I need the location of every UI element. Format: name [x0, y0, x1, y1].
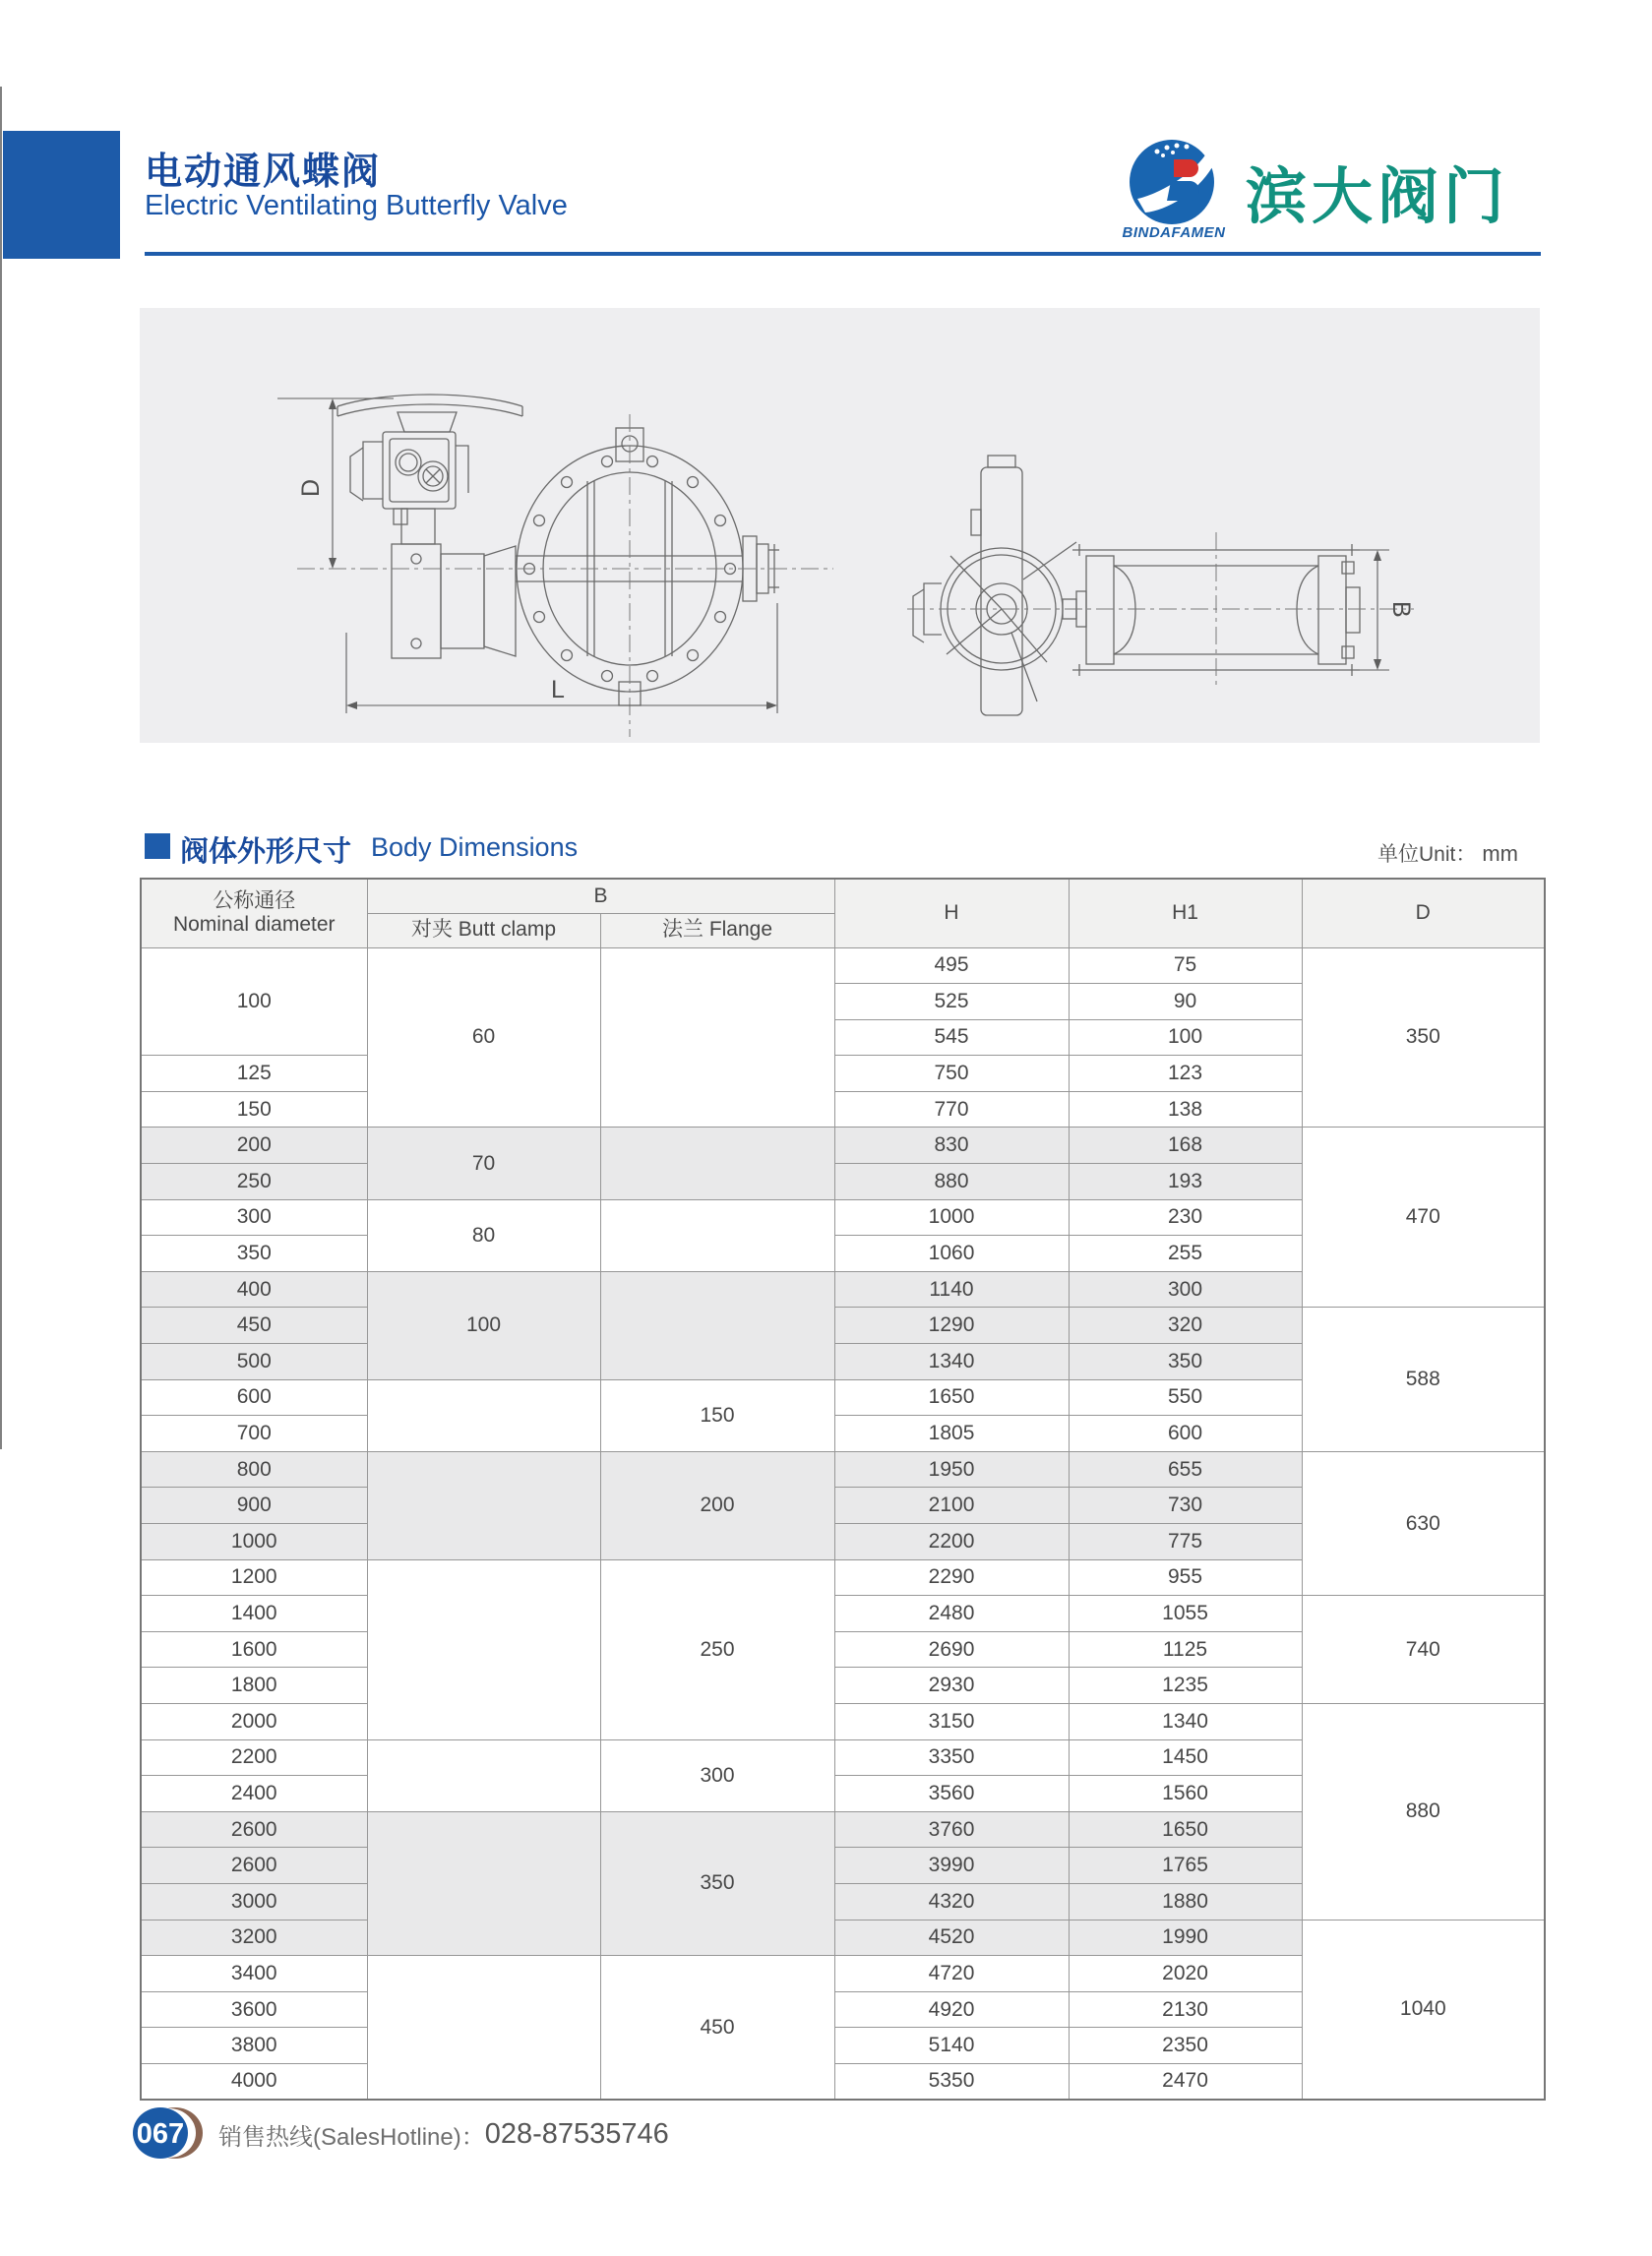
nominal-diameter-cell: 350 — [141, 1236, 367, 1272]
nominal-diameter-cell: 1600 — [141, 1631, 367, 1668]
h-cell: 3350 — [834, 1739, 1069, 1776]
h1-cell: 1055 — [1069, 1596, 1302, 1632]
dimension-label-d: D — [297, 478, 325, 497]
header-butt-clamp: 对夹 Butt clamp — [367, 913, 600, 947]
flange-cell: 150 — [600, 1379, 834, 1451]
section-title-zh: 阀体外形尺寸 — [180, 836, 352, 868]
h-cell: 2480 — [834, 1596, 1069, 1632]
h1-cell: 955 — [1069, 1559, 1302, 1596]
table-row — [141, 947, 1545, 984]
nominal-diameter-cell: 700 — [141, 1416, 367, 1452]
h-cell: 1950 — [834, 1451, 1069, 1488]
h1-cell: 2020 — [1069, 1956, 1302, 1992]
d-cell: 740 — [1302, 1596, 1545, 1704]
logo-brand-zh: 滨大阀门 — [1246, 163, 1510, 231]
butt-clamp-cell — [367, 1451, 600, 1559]
h1-cell: 2470 — [1069, 2063, 1302, 2100]
h-cell: 830 — [834, 1128, 1069, 1164]
page-footer — [132, 2104, 669, 2165]
header-b: B — [367, 879, 834, 913]
nominal-diameter-cell: 250 — [141, 1164, 367, 1200]
flange-cell — [600, 1199, 834, 1271]
butt-clamp-cell: 60 — [367, 947, 600, 1128]
nominal-diameter-cell: 2400 — [141, 1776, 367, 1812]
h1-cell: 2130 — [1069, 1991, 1302, 2028]
h-cell: 4920 — [834, 1991, 1069, 2028]
nominal-diameter-cell: 150 — [141, 1091, 367, 1128]
h-cell: 880 — [834, 1164, 1069, 1200]
dimension-label-b: B — [1387, 601, 1415, 618]
nominal-diameter-cell: 3000 — [141, 1883, 367, 1920]
d-cell: 1040 — [1302, 1920, 1545, 2100]
h1-cell: 230 — [1069, 1199, 1302, 1236]
logo-brand-en: BINDAFAMEN — [1122, 224, 1226, 241]
d-cell: 588 — [1302, 1308, 1545, 1451]
table-row — [141, 1308, 1545, 1344]
h1-cell: 1125 — [1069, 1631, 1302, 1668]
nominal-diameter-cell: 200 — [141, 1128, 367, 1164]
table-row — [141, 1451, 1545, 1488]
nominal-diameter-cell: 3200 — [141, 1920, 367, 1956]
h1-cell: 1650 — [1069, 1811, 1302, 1848]
nominal-diameter-cell: 125 — [141, 1056, 367, 1092]
h-cell: 1290 — [834, 1308, 1069, 1344]
nominal-diameter-cell: 4000 — [141, 2063, 367, 2100]
table-header — [141, 879, 1545, 947]
nominal-diameter-cell: 2200 — [141, 1739, 367, 1776]
d-cell: 470 — [1302, 1128, 1545, 1308]
h-cell: 2930 — [834, 1668, 1069, 1704]
h1-cell: 1990 — [1069, 1920, 1302, 1956]
h1-cell: 1235 — [1069, 1668, 1302, 1704]
technical-drawing-panel — [140, 308, 1540, 743]
flange-cell: 250 — [600, 1559, 834, 1739]
butt-clamp-cell: 100 — [367, 1271, 600, 1379]
h-cell: 1140 — [834, 1271, 1069, 1308]
butt-clamp-cell — [367, 1739, 600, 1811]
nominal-diameter-cell: 1800 — [141, 1668, 367, 1704]
h-cell: 2100 — [834, 1488, 1069, 1524]
page-title-en: Electric Ventilating Butterfly Valve — [145, 190, 568, 221]
header-nominal-diameter — [141, 879, 367, 947]
d-cell: 880 — [1302, 1703, 1545, 1920]
flange-cell — [600, 947, 834, 1128]
butt-clamp-cell — [367, 1956, 600, 2100]
nominal-diameter-cell: 400 — [141, 1271, 367, 1308]
valve-drawing — [140, 308, 1540, 743]
butt-clamp-cell — [367, 1811, 600, 1955]
h1-cell: 1765 — [1069, 1848, 1302, 1884]
h1-cell: 775 — [1069, 1524, 1302, 1560]
d-cell: 630 — [1302, 1451, 1545, 1595]
table-row — [141, 1128, 1545, 1164]
h-cell: 1340 — [834, 1344, 1069, 1380]
h-cell: 3150 — [834, 1703, 1069, 1739]
h-cell: 4520 — [834, 1920, 1069, 1956]
h1-cell: 550 — [1069, 1379, 1302, 1416]
nominal-diameter-cell: 3400 — [141, 1956, 367, 1992]
header-flange: 法兰 Flange — [600, 913, 834, 947]
h1-cell: 193 — [1069, 1164, 1302, 1200]
h1-cell: 138 — [1069, 1091, 1302, 1128]
h-cell: 3560 — [834, 1776, 1069, 1812]
nominal-diameter-cell: 450 — [141, 1308, 367, 1344]
butt-clamp-cell: 70 — [367, 1128, 600, 1199]
h-cell: 770 — [834, 1091, 1069, 1128]
h1-cell: 730 — [1069, 1488, 1302, 1524]
table-row — [141, 1920, 1545, 1956]
header-h1: H1 — [1069, 879, 1302, 947]
hotline-number: 028-87535746 — [484, 2117, 669, 2150]
h-cell: 1000 — [834, 1199, 1069, 1236]
header-nominal-zh: 公称通径 — [213, 889, 296, 913]
h1-cell: 1560 — [1069, 1776, 1302, 1812]
nominal-diameter-cell: 3600 — [141, 1991, 367, 2028]
header-accent-block — [3, 131, 120, 259]
h-cell: 1805 — [834, 1416, 1069, 1452]
h1-cell: 255 — [1069, 1236, 1302, 1272]
h-cell: 5140 — [834, 2028, 1069, 2064]
nominal-diameter-cell: 500 — [141, 1344, 367, 1380]
nominal-diameter-cell: 800 — [141, 1451, 367, 1488]
header-d: D — [1302, 879, 1545, 947]
section-title-en: Body Dimensions — [371, 832, 579, 862]
h1-cell: 90 — [1069, 984, 1302, 1020]
unit-value: mm — [1482, 841, 1519, 866]
h1-cell: 655 — [1069, 1451, 1302, 1488]
butt-clamp-cell: 80 — [367, 1199, 600, 1271]
h-cell: 1060 — [834, 1236, 1069, 1272]
unit-label-text: 单位Unit： — [1377, 843, 1477, 866]
h1-cell: 168 — [1069, 1128, 1302, 1164]
h-cell: 4320 — [834, 1883, 1069, 1920]
h-cell: 2690 — [834, 1631, 1069, 1668]
flange-cell: 450 — [600, 1956, 834, 2100]
h1-cell: 123 — [1069, 1056, 1302, 1092]
h-cell: 525 — [834, 984, 1069, 1020]
h-cell: 4720 — [834, 1956, 1069, 1992]
nominal-diameter-cell: 900 — [141, 1488, 367, 1524]
butt-clamp-cell — [367, 1559, 600, 1739]
butt-clamp-cell — [367, 1379, 600, 1451]
h-cell: 545 — [834, 1019, 1069, 1056]
header-nominal-en: Nominal diameter — [172, 913, 336, 937]
h1-cell: 1880 — [1069, 1883, 1302, 1920]
h1-cell: 600 — [1069, 1416, 1302, 1452]
table-row — [141, 1703, 1545, 1739]
nominal-diameter-cell: 3800 — [141, 2028, 367, 2064]
h-cell: 1650 — [834, 1379, 1069, 1416]
dimension-label-l: L — [551, 676, 565, 703]
company-logo-icon — [1128, 138, 1218, 231]
nominal-diameter-cell: 300 — [141, 1199, 367, 1236]
page-edge-line — [0, 87, 2, 1449]
body-dimensions-table — [140, 878, 1546, 2101]
h-cell: 2200 — [834, 1524, 1069, 1560]
h1-cell: 300 — [1069, 1271, 1302, 1308]
d-cell: 350 — [1302, 947, 1545, 1128]
nominal-diameter-cell: 1400 — [141, 1596, 367, 1632]
nominal-diameter-cell: 100 — [141, 947, 367, 1056]
table-row — [141, 1596, 1545, 1632]
flange-cell — [600, 1128, 834, 1199]
hotline-label: 销售热线(SalesHotline)： — [218, 2123, 485, 2151]
body-dimensions-tbody — [141, 947, 1545, 2100]
unit-label — [1377, 838, 1518, 868]
nominal-diameter-cell: 600 — [141, 1379, 367, 1416]
h-cell: 750 — [834, 1056, 1069, 1092]
h1-cell: 100 — [1069, 1019, 1302, 1056]
header-h: H — [834, 879, 1069, 947]
page-number-badge — [132, 2105, 209, 2163]
h-cell: 495 — [834, 947, 1069, 984]
h-cell: 2290 — [834, 1559, 1069, 1596]
flange-cell: 350 — [600, 1811, 834, 1955]
section-bullet-icon — [145, 833, 170, 859]
h1-cell: 320 — [1069, 1308, 1302, 1344]
nominal-diameter-cell: 1000 — [141, 1524, 367, 1560]
header-rule — [145, 252, 1541, 256]
h1-cell: 1340 — [1069, 1703, 1302, 1739]
nominal-diameter-cell: 2600 — [141, 1811, 367, 1848]
h1-cell: 75 — [1069, 947, 1302, 984]
h1-cell: 1450 — [1069, 1739, 1302, 1776]
page-number: 067 — [136, 2118, 185, 2150]
h1-cell: 2350 — [1069, 2028, 1302, 2064]
nominal-diameter-cell: 2600 — [141, 1848, 367, 1884]
h-cell: 5350 — [834, 2063, 1069, 2100]
flange-cell — [600, 1271, 834, 1379]
page-title-zh: 电动通风蝶阀 — [145, 152, 382, 193]
nominal-diameter-cell: 1200 — [141, 1559, 367, 1596]
h-cell: 3990 — [834, 1848, 1069, 1884]
h-cell: 3760 — [834, 1811, 1069, 1848]
nominal-diameter-cell: 2000 — [141, 1703, 367, 1739]
h1-cell: 350 — [1069, 1344, 1302, 1380]
flange-cell: 200 — [600, 1451, 834, 1559]
flange-cell: 300 — [600, 1739, 834, 1811]
